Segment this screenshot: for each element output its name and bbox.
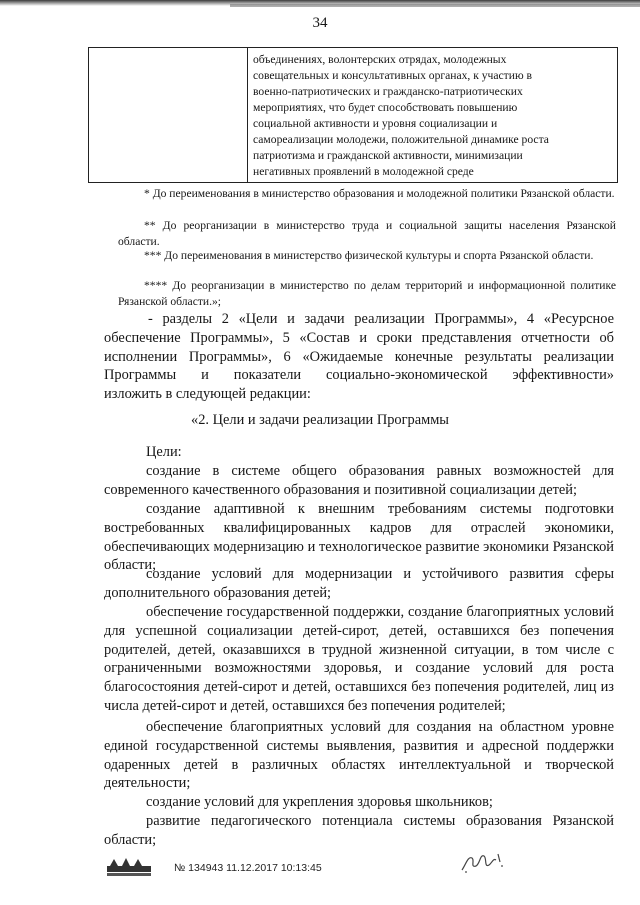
- table-cell-line: мероприятиях, что будет способствовать повышению: [253, 101, 518, 114]
- scan-top-edge-shadow: [230, 4, 640, 7]
- goal-item: обеспечение государственной поддержки, создание благоприятных условий для успешной социализации детей-сирот, детей, оставшихся без попечения родителей, детей, оказавшихся в трудной жизненной ситуации, в том числе с ограниченными возможностями здоровья, и создание условий для роста благосостояния детей-сирот и детей, оставшихся без попечения родителей, лиц из числа детей-сирот и детей, оставшихся без попечения родителей;: [104, 604, 614, 714]
- goal-item: развитие педагогического потенциала системы образования Рязанской области;: [104, 813, 614, 848]
- footnote-text: ** До реорганизации в министерство труда и социальной защиты населения Рязанской области.: [118, 219, 616, 248]
- goal-item: создание в системе общего образования равных возможностей для современного качественного образования и позитивной социализации детей;: [104, 463, 614, 498]
- footnote-text: **** До реорганизации в министерство по делам территорий и информационной политике Рязанской области.»;: [118, 279, 616, 308]
- amendment-paragraph: [104, 310, 614, 404]
- table-cell-line: объединениях, волонтерских отрядах, молодежных: [253, 53, 507, 66]
- table-cell-line: самореализации молодежи, положительной динамике роста: [253, 133, 549, 146]
- amendment-line: - разделы 2 «Цели и задачи реализации Программы», 4 «Ресурсное: [148, 311, 614, 327]
- goals-label: Цели:: [146, 444, 182, 460]
- footnote: [118, 218, 616, 249]
- goal-item: создание адаптивной к внешним требованиям системы подготовки востребованных квалифицированных кадров для отраслей экономики, обеспечивающих модернизацию и технологическое развитие экономики Рязанской области;: [104, 501, 614, 574]
- table-column-divider: [247, 48, 248, 182]
- table-cell-line: военно-патриотических и гражданско-патриотических: [253, 85, 523, 98]
- page-number: 34: [312, 15, 328, 31]
- stamp-roof-icon: [110, 858, 142, 866]
- table-right-cell: [253, 52, 611, 180]
- table-cell-line: совещательных и консультативных органах, к участию в: [253, 69, 532, 82]
- amendment-line: изложить в следующей редакции:: [104, 386, 311, 403]
- footnote: [118, 248, 616, 264]
- goal-item: создание условий для модернизации и устойчивого развития сферы дополнительного образования детей;: [104, 566, 614, 601]
- amendment-line: обеспечение Программы», 5 «Состав и сроки представления отчетности об: [104, 329, 614, 346]
- official-stamp-logo: [104, 856, 154, 878]
- table-cell-line: патриотизма и гражданской активности, минимизации: [253, 149, 523, 162]
- handwritten-signature: [458, 846, 508, 876]
- registration-stamp: № 134943 11.12.2017 10:13:45: [174, 862, 322, 874]
- footnote: [118, 278, 616, 309]
- section-heading: «2. Цели и задачи реализации Программы: [191, 412, 449, 428]
- stamp-bar: [107, 866, 151, 872]
- footnote-text: *** До переименования в министерство физической культуры и спорта Рязанской области.: [144, 249, 594, 262]
- continuation-table: [88, 47, 618, 183]
- stamp-underline: [107, 873, 151, 876]
- amendment-line: Программы и показатели социально-экономической эффективности»: [104, 367, 614, 384]
- amendment-line: исполнении Программы», 6 «Ожидаемые конечные результаты реализации: [104, 348, 614, 365]
- footnote: [118, 186, 616, 202]
- footnote-text: * До переименования в министерство образования и молодежной политики Рязанской области.: [144, 187, 615, 200]
- table-cell-line: негативных проявлений в молодежной среде: [253, 165, 474, 178]
- table-cell-line: социальной активности и уровня социализации и: [253, 117, 498, 130]
- goal-item: обеспечение благоприятных условий для создания на областном уровне единой государственной системы выявления, развития и адресной поддержки одаренных детей в различных областях интеллектуальной и творческой деятельности;: [104, 719, 614, 792]
- goal-item: создание условий для укрепления здоровья школьников;: [146, 794, 493, 810]
